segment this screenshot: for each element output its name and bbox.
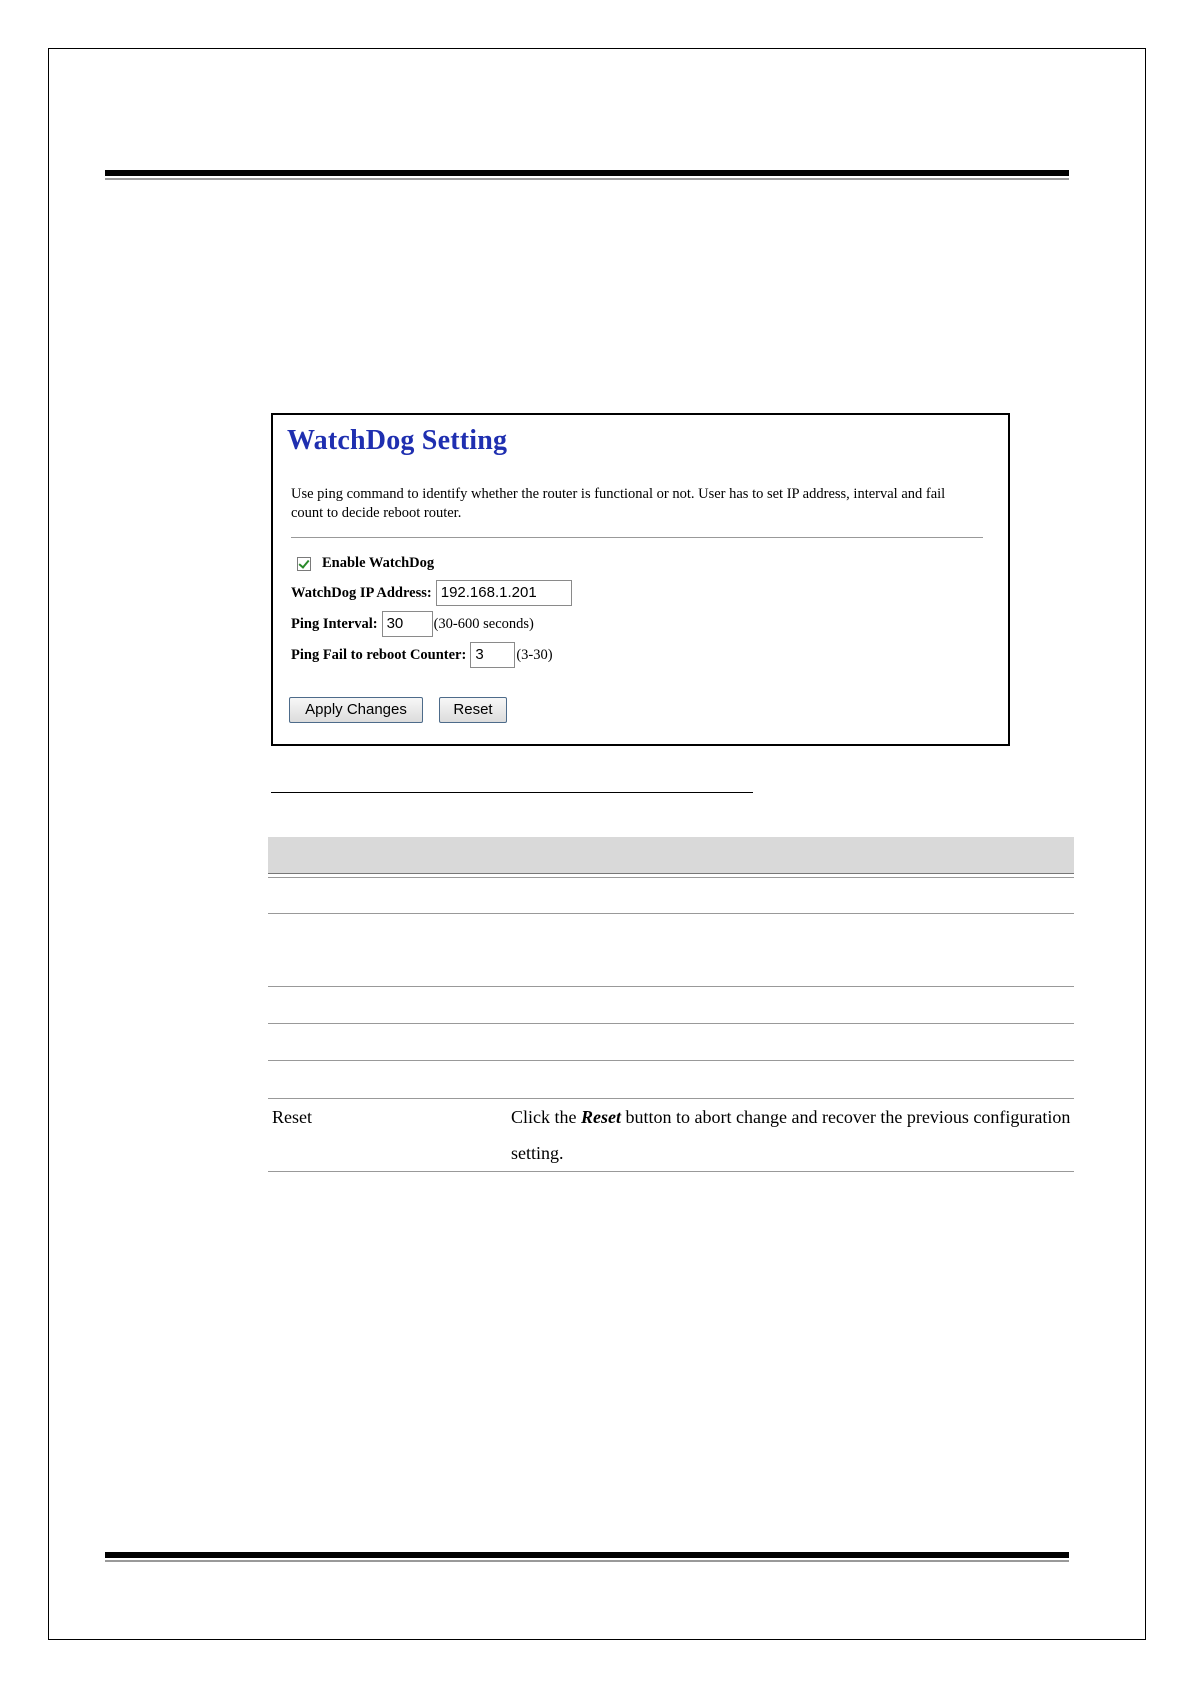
watchdog-setting-panel	[271, 413, 1010, 746]
row-desc-reset: Click the Reset button to abort change and recover the previous configuration setting.	[511, 1107, 1071, 1163]
row-name-reset: Reset	[272, 1107, 312, 1127]
watchdog-description: Use ping command to identify whether the router is functional or not. User has to set IP address, interval and fail count to decide reboot router.	[291, 486, 946, 521]
ip-address-input[interactable]: 192.168.1.201	[436, 580, 572, 606]
ping-fail-row	[291, 642, 553, 668]
ping-interval-hint: (30-600 seconds)	[433, 615, 534, 632]
enable-watchdog-label: Enable WatchDog	[322, 555, 435, 571]
table-row-reset	[268, 1099, 1074, 1172]
table-row	[268, 1024, 1074, 1061]
check-icon	[298, 557, 309, 569]
enable-watchdog-checkbox[interactable]	[297, 557, 311, 571]
header-rule	[105, 170, 1069, 180]
ping-interval-input[interactable]: 30	[382, 611, 433, 637]
table-row	[268, 877, 1074, 914]
table-row	[268, 1061, 1074, 1099]
apply-changes-button[interactable]: Apply Changes	[289, 697, 423, 723]
ping-fail-label: Ping Fail to reboot Counter:	[291, 646, 467, 663]
ping-fail-input[interactable]: 3	[470, 642, 515, 668]
table-row	[268, 914, 1074, 987]
ip-address-row	[291, 580, 572, 606]
footer-rule	[105, 1552, 1069, 1562]
description-table	[268, 837, 1074, 1172]
ping-interval-row	[291, 611, 534, 637]
reset-emphasis: Reset	[581, 1107, 621, 1127]
page-title: WatchDog Setting	[287, 425, 508, 456]
ping-interval-label: Ping Interval:	[291, 615, 378, 632]
ping-fail-hint: (3-30)	[516, 646, 553, 663]
table-header	[268, 837, 1074, 874]
ip-address-label: WatchDog IP Address:	[291, 584, 432, 601]
caption-underline	[271, 792, 753, 793]
divider	[291, 537, 983, 538]
table-row	[268, 987, 1074, 1024]
enable-watchdog-row	[297, 555, 434, 572]
reset-button[interactable]: Reset	[439, 697, 507, 723]
